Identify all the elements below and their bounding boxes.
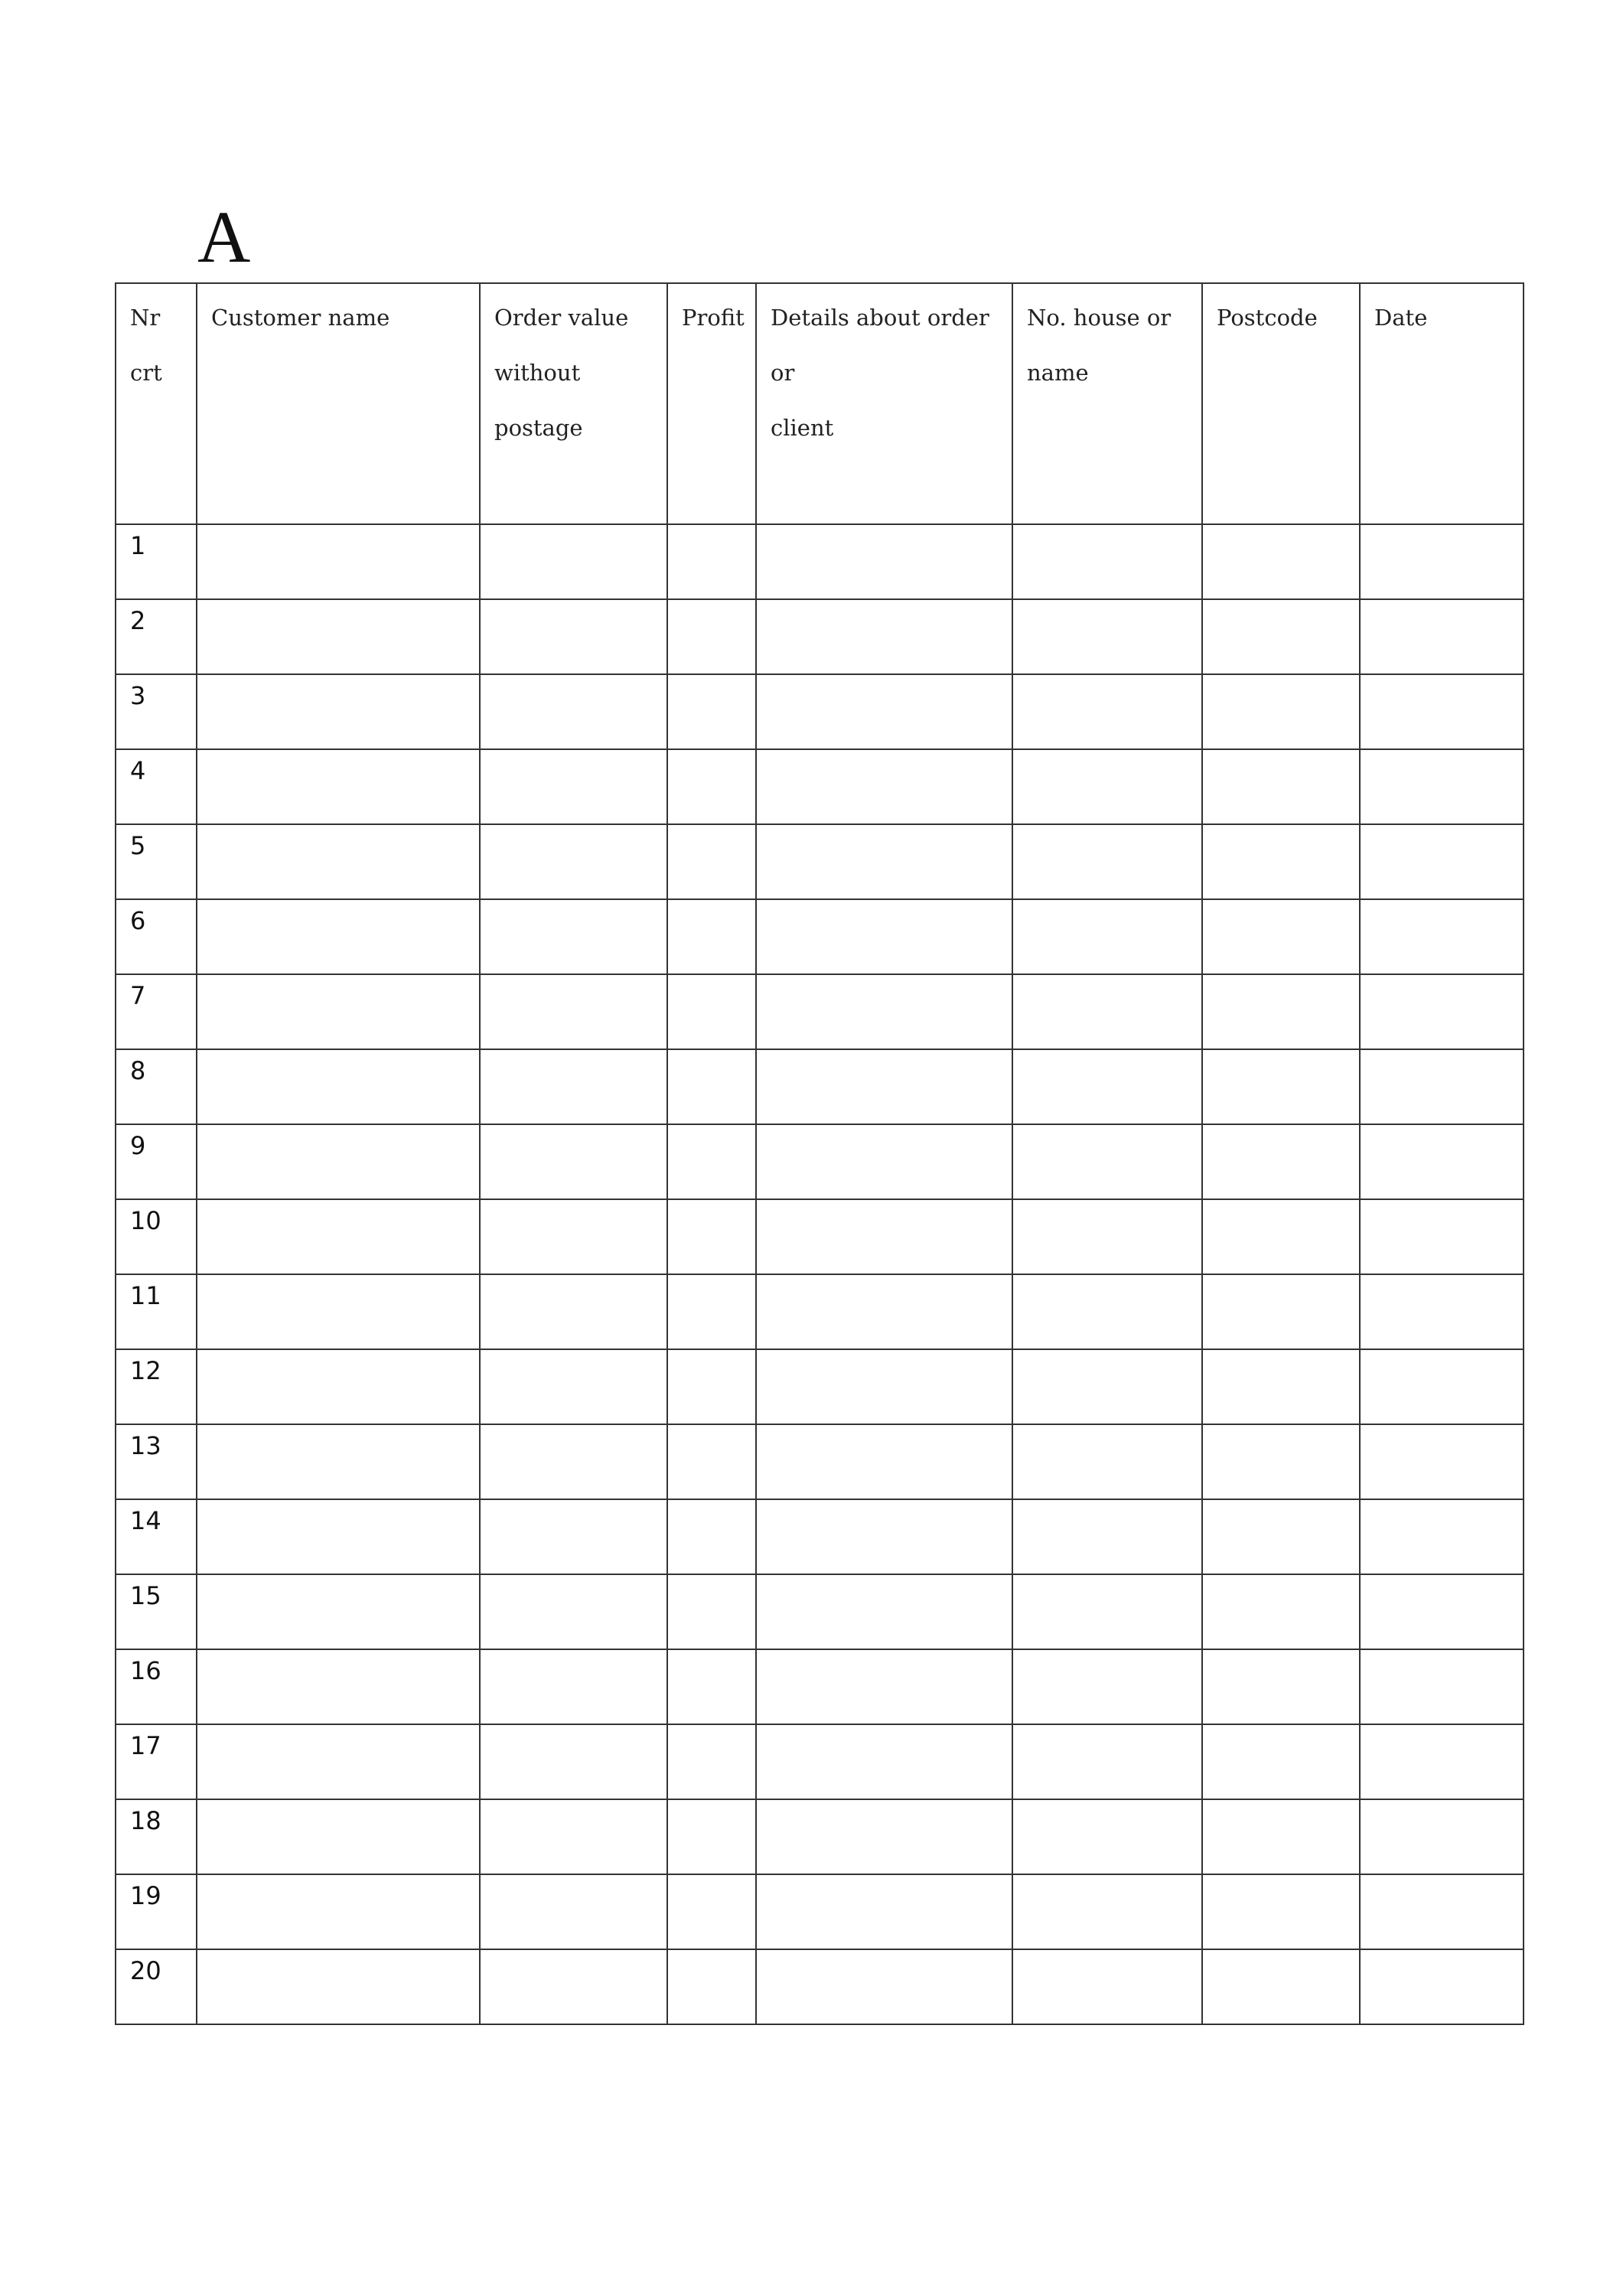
column-header-profit: Profit [667,283,756,524]
table-row [116,1799,1524,1874]
profit-cell[interactable] [667,1724,756,1799]
order-value-cell[interactable] [480,974,667,1049]
table-row [116,1574,1524,1649]
row-number-cell [116,899,197,974]
date-cell[interactable] [1360,1949,1524,2024]
order-value-cell[interactable] [480,824,667,899]
row-number-cell [116,1799,197,1874]
row-number-cell [116,1424,197,1499]
row-number-cell [116,1949,197,2024]
table-header-row [116,283,1524,524]
row-number-cell [116,974,197,1049]
order-value-cell[interactable] [480,1949,667,2024]
house-cell[interactable] [1012,899,1202,974]
customer-name-cell[interactable] [197,1124,480,1199]
profit-cell[interactable] [667,1199,756,1274]
postcode-cell[interactable] [1202,824,1360,899]
profit-cell[interactable] [667,1874,756,1949]
profit-cell[interactable] [667,674,756,749]
postcode-cell[interactable] [1202,1274,1360,1349]
order-value-cell[interactable] [480,1349,667,1424]
row-number: 15 [130,1581,161,1610]
row-number-cell [116,1874,197,1949]
profit-cell[interactable] [667,974,756,1049]
customer-name-cell[interactable] [197,1199,480,1274]
row-number: 10 [130,1206,161,1235]
row-number: 4 [130,756,146,785]
profit-cell[interactable] [667,1499,756,1574]
table-row [116,674,1524,749]
table-row [116,974,1524,1049]
customer-name-cell[interactable] [197,1649,480,1724]
details-cell[interactable] [756,1349,1012,1424]
postcode-cell[interactable] [1202,1349,1360,1424]
customer-name-cell[interactable] [197,1949,480,2024]
customer-name-cell[interactable] [197,1574,480,1649]
row-number-cell [116,1274,197,1349]
postcode-cell[interactable] [1202,1874,1360,1949]
order-value-cell[interactable] [480,1049,667,1124]
date-cell[interactable] [1360,524,1524,599]
postcode-cell[interactable] [1202,1799,1360,1874]
row-number-cell [116,1649,197,1724]
table-row [116,1124,1524,1199]
order-value-cell[interactable] [480,1799,667,1874]
row-number-cell [116,1124,197,1199]
customer-name-cell[interactable] [197,974,480,1049]
details-cell[interactable] [756,1799,1012,1874]
row-number-cell [116,1499,197,1574]
date-cell[interactable] [1360,1199,1524,1274]
order-value-cell[interactable] [480,1874,667,1949]
house-cell[interactable] [1012,1424,1202,1499]
order-value-cell[interactable] [480,899,667,974]
postcode-cell[interactable] [1202,1124,1360,1199]
details-cell[interactable] [756,1874,1012,1949]
house-cell[interactable] [1012,1724,1202,1799]
table-row [116,1949,1524,2024]
order-value-cell[interactable] [480,1424,667,1499]
customer-name-cell[interactable] [197,1424,480,1499]
details-cell[interactable] [756,1199,1012,1274]
details-cell[interactable] [756,749,1012,824]
row-number: 1 [130,531,146,560]
house-cell[interactable] [1012,1274,1202,1349]
column-header-nr-crt: Nr crt [116,283,197,524]
postcode-cell[interactable] [1202,1949,1360,2024]
row-number: 2 [130,606,146,635]
row-number: 16 [130,1656,161,1685]
profit-cell[interactable] [667,1799,756,1874]
date-cell[interactable] [1360,899,1524,974]
profit-cell[interactable] [667,899,756,974]
house-cell[interactable] [1012,824,1202,899]
column-header-details: Details about order or client [756,283,1012,524]
date-cell[interactable] [1360,974,1524,1049]
details-cell[interactable] [756,1124,1012,1199]
row-number: 17 [130,1731,161,1760]
customer-name-cell[interactable] [197,1724,480,1799]
details-cell[interactable] [756,1724,1012,1799]
house-cell[interactable] [1012,1199,1202,1274]
table-row [116,1199,1524,1274]
customer-name-cell[interactable] [197,1274,480,1349]
postcode-cell[interactable] [1202,1049,1360,1124]
row-number-cell [116,674,197,749]
row-number: 8 [130,1056,146,1085]
table-row [116,1724,1524,1799]
profit-cell[interactable] [667,599,756,674]
house-cell[interactable] [1012,674,1202,749]
row-number: 9 [130,1131,146,1160]
postcode-cell[interactable] [1202,1424,1360,1499]
details-cell[interactable] [756,1274,1012,1349]
row-number-cell [116,1724,197,1799]
house-cell[interactable] [1012,974,1202,1049]
order-value-cell[interactable] [480,1649,667,1724]
order-value-cell[interactable] [480,1199,667,1274]
details-cell[interactable] [756,1574,1012,1649]
profit-cell[interactable] [667,1349,756,1424]
details-cell[interactable] [756,899,1012,974]
details-cell[interactable] [756,599,1012,674]
row-number: 7 [130,981,146,1010]
row-number: 20 [130,1956,161,1985]
table-row [116,749,1524,824]
postcode-cell[interactable] [1202,1649,1360,1724]
row-number-cell [116,749,197,824]
customer-name-cell[interactable] [197,824,480,899]
details-cell[interactable] [756,1424,1012,1499]
postcode-cell[interactable] [1202,674,1360,749]
profit-cell[interactable] [667,824,756,899]
column-header-house: No. house or name [1012,283,1202,524]
table-row [116,1349,1524,1424]
column-header-customer-name: Customer name [197,283,480,524]
order-value-cell[interactable] [480,1274,667,1349]
customer-name-cell[interactable] [197,899,480,974]
table-row [116,899,1524,974]
table-row [116,1874,1524,1949]
details-cell[interactable] [756,1949,1012,2024]
orders-table [115,282,1524,2025]
house-cell[interactable] [1012,1124,1202,1199]
table-row [116,824,1524,899]
date-cell[interactable] [1360,1349,1524,1424]
row-number-cell [116,824,197,899]
date-cell[interactable] [1360,1424,1524,1499]
order-value-cell[interactable] [480,1574,667,1649]
date-cell[interactable] [1360,1649,1524,1724]
row-number: 19 [130,1881,161,1910]
profit-cell[interactable] [667,1649,756,1724]
order-value-cell[interactable] [480,1499,667,1574]
customer-name-cell[interactable] [197,524,480,599]
customer-name-cell[interactable] [197,1349,480,1424]
customer-name-cell[interactable] [197,1874,480,1949]
house-cell[interactable] [1012,749,1202,824]
details-cell[interactable] [756,824,1012,899]
row-number-cell [116,1049,197,1124]
date-cell[interactable] [1360,599,1524,674]
page-heading-letter: A [197,196,251,278]
date-cell[interactable] [1360,1124,1524,1199]
customer-name-cell[interactable] [197,1499,480,1574]
house-cell[interactable] [1012,1949,1202,2024]
postcode-cell[interactable] [1202,524,1360,599]
row-number: 6 [130,906,146,935]
profit-cell[interactable] [667,1574,756,1649]
details-cell[interactable] [756,1049,1012,1124]
order-value-cell[interactable] [480,674,667,749]
profit-cell[interactable] [667,1124,756,1199]
row-number-cell [116,1349,197,1424]
table-row [116,1049,1524,1124]
details-cell[interactable] [756,674,1012,749]
row-number: 18 [130,1806,161,1835]
profit-cell[interactable] [667,749,756,824]
row-number-cell [116,1199,197,1274]
row-number: 13 [130,1431,161,1460]
house-cell[interactable] [1012,524,1202,599]
table-row [116,1499,1524,1574]
details-cell[interactable] [756,1499,1012,1574]
row-number: 12 [130,1356,161,1385]
order-value-cell[interactable] [480,599,667,674]
postcode-cell[interactable] [1202,1499,1360,1574]
postcode-cell[interactable] [1202,1724,1360,1799]
house-cell[interactable] [1012,1574,1202,1649]
date-cell[interactable] [1360,1874,1524,1949]
postcode-cell[interactable] [1202,1199,1360,1274]
profit-cell[interactable] [667,1274,756,1349]
row-number: 5 [130,831,146,860]
date-cell[interactable] [1360,1799,1524,1874]
postcode-cell[interactable] [1202,1574,1360,1649]
date-cell[interactable] [1360,1049,1524,1124]
table-row [116,1274,1524,1349]
order-value-cell[interactable] [480,1724,667,1799]
postcode-cell[interactable] [1202,974,1360,1049]
profit-cell[interactable] [667,524,756,599]
row-number-cell [116,1574,197,1649]
order-value-cell[interactable] [480,1124,667,1199]
date-cell[interactable] [1360,1724,1524,1799]
date-cell[interactable] [1360,749,1524,824]
customer-name-cell[interactable] [197,674,480,749]
order-value-cell[interactable] [480,749,667,824]
column-header-postcode: Postcode [1202,283,1360,524]
customer-name-cell[interactable] [197,1799,480,1874]
row-number: 11 [130,1281,161,1310]
customer-name-cell[interactable] [197,749,480,824]
customer-name-cell[interactable] [197,1049,480,1124]
row-number: 3 [130,681,146,710]
customer-name-cell[interactable] [197,599,480,674]
house-cell[interactable] [1012,1049,1202,1124]
postcode-cell[interactable] [1202,599,1360,674]
column-header-date: Date [1360,283,1524,524]
column-header-order-value: Order value without postage [480,283,667,524]
details-cell[interactable] [756,524,1012,599]
table-row [116,524,1524,599]
details-cell[interactable] [756,974,1012,1049]
details-cell[interactable] [756,1649,1012,1724]
date-cell[interactable] [1360,1499,1524,1574]
table-row [116,599,1524,674]
profit-cell[interactable] [667,1049,756,1124]
house-cell[interactable] [1012,1649,1202,1724]
row-number-cell [116,599,197,674]
postcode-cell[interactable] [1202,899,1360,974]
house-cell[interactable] [1012,1499,1202,1574]
house-cell[interactable] [1012,599,1202,674]
date-cell[interactable] [1360,1574,1524,1649]
date-cell[interactable] [1360,1274,1524,1349]
house-cell[interactable] [1012,1874,1202,1949]
profit-cell[interactable] [667,1424,756,1499]
row-number-cell [116,524,197,599]
order-value-cell[interactable] [480,524,667,599]
house-cell[interactable] [1012,1349,1202,1424]
date-cell[interactable] [1360,824,1524,899]
row-number: 14 [130,1506,161,1535]
profit-cell[interactable] [667,1949,756,2024]
house-cell[interactable] [1012,1799,1202,1874]
table-row [116,1649,1524,1724]
postcode-cell[interactable] [1202,749,1360,824]
table-row [116,1424,1524,1499]
date-cell[interactable] [1360,674,1524,749]
